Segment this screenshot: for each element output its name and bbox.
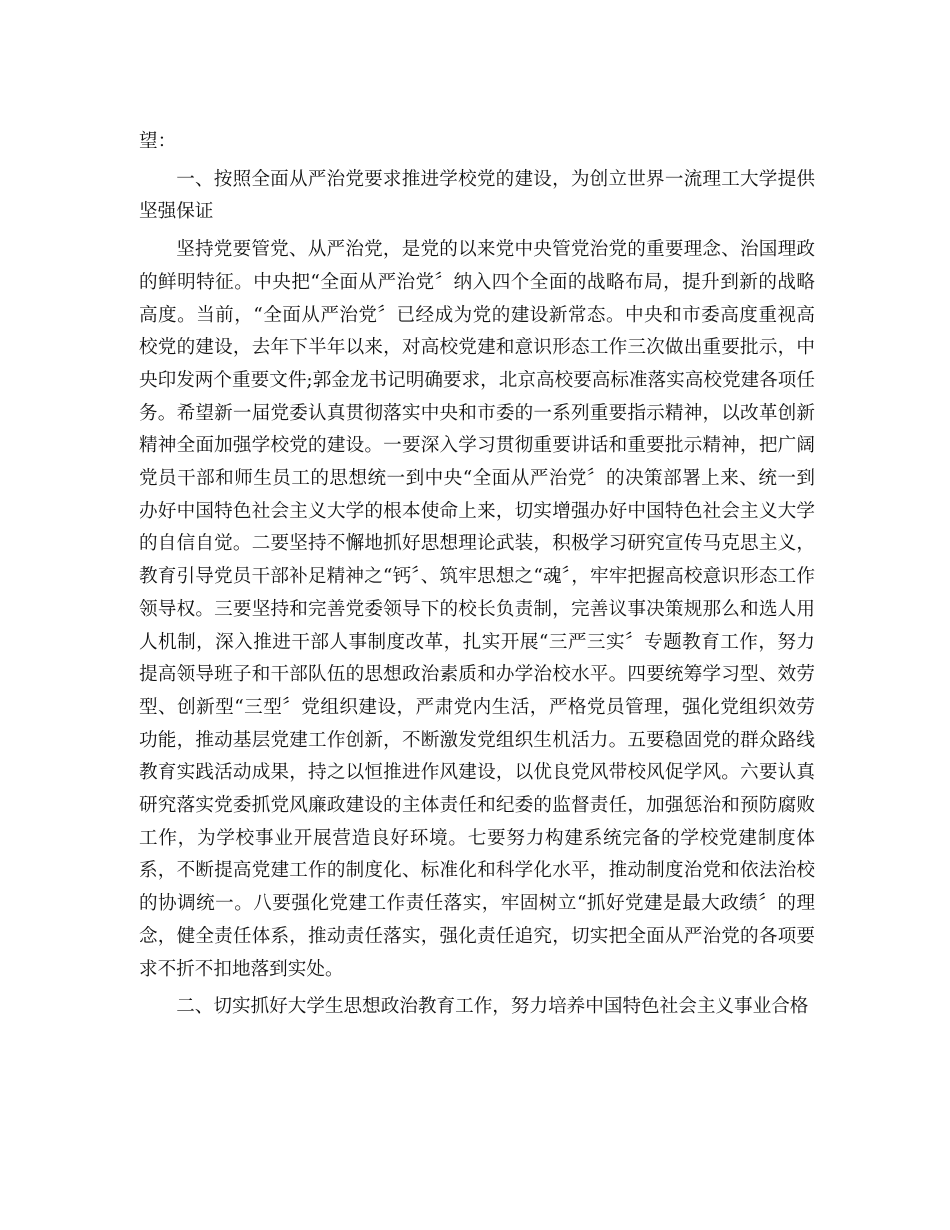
document-body xyxy=(139,126,815,1024)
paragraph-body: 坚持党要管党、从严治党，是党的以来党中央管党治党的重要理念、治国理政的鲜明特征。中央把“全面从严治党〞纳入四个全面的战略布局，提升到新的战略高度。当前，“全面从严治党〞已经成为党的建设新常态。中央和市委高度重视高校党的建设，去年下半年以来，对高校党建和意识形态工作三次做出重要批示，中央印发两个重要文件;郭金龙书记明确要求，北京高校要高标准落实高校党建各项任务。希望新一届党委认真贯彻落实中央和市委的一系列重要指示精神，以改革创新精神全面加强学校党的建设。一要深入学习贯彻重要讲话和重要批示精神，把广阔党员干部和师生员工的思想统一到中央“全面从严治党〞的决策部署上来、统一到办好中国特色社会主义大学的根本使命上来，切实增强办好中国特色社会主义大学的自信自觉。二要坚持不懈地抓好思想理论武装，积极学习研究宣传马克思主义，教育引导党员干部补足精神之“钙〞、筑牢思想之“魂〞，牢牢把握高校意识形态工作领导权。三要坚持和完善党委领导下的校长负责制，完善议事决策规那么和选人用人机制，深入推进干部人事制度改革，扎实开展“三严三实〞专题教育工作，努力提高领导班子和干部队伍的思想政治素质和办学治校水平。四要统筹学习型、效劳型、创新型“三型〞党组织建设，严肃党内生活，严格党员管理，强化党组织效劳功能，推动基层党建工作创新，不断激发党组织生机活力。五要稳固党的群众路线教育实践活动成果，持之以恒推进作风建设，以优良党风带校风促学风。六要认真研究落实党委抓党风廉政建设的主体责任和纪委的监督责任，加强惩治和预防腐败工作，为学校事业开展营造良好环境。七要努力构建系统完备的学校党建制度体系，不断提高党建工作的制度化、标准化和科学化水平，推动制度治党和依法治校的协调统一。八要强化党建工作责任落实，牢固树立“抓好党建是最大政绩〞的理念，健全责任体系，推动责任落实，强化责任追究，切实把全面从严治党的各项要求不折不扣地落到实处。 xyxy=(139,239,815,980)
section-heading-1: 一、按照全面从严治党要求推进学校党的建设，为创立世界一流理工大学提供坚强保证 xyxy=(139,168,815,223)
section-heading-2: 二、切实抓好大学生思想政治教育工作，努力培养中国特色社会主义事业合格 xyxy=(176,996,809,1018)
paragraph-continuation: 望： xyxy=(139,131,177,152)
